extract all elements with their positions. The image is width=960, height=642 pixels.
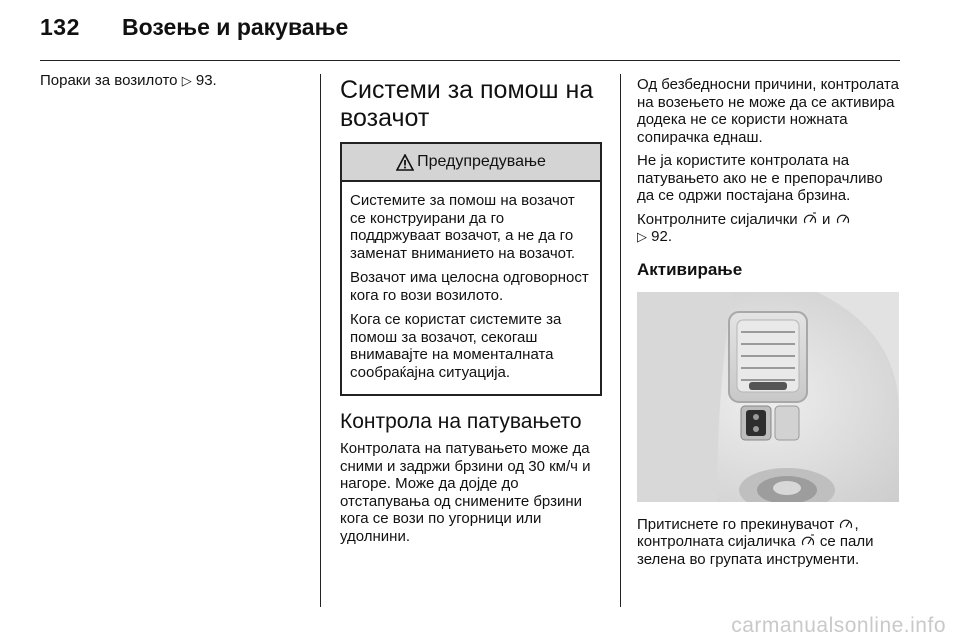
warning-title: Предупредување [417, 153, 546, 171]
warning-body [342, 182, 600, 394]
chapter-title: Возење и ракување [122, 14, 349, 40]
warning-paragraph: Кога се користат системите за помош за возачот, секогаш внимавајте на моменталната сообраќајна ситуација. [350, 311, 562, 381]
messages-reference [40, 72, 312, 90]
column-divider-2 [620, 74, 621, 607]
column-3 [637, 76, 901, 574]
indicator-page-ref: 92. [651, 228, 673, 245]
cruise-control-switch-photo [637, 292, 899, 502]
cross-reference-arrow-icon: ▷ [181, 73, 192, 88]
header-divider [40, 60, 900, 61]
cruise-control-icon [803, 212, 817, 226]
column-divider-1 [320, 74, 321, 607]
column-1 [40, 72, 312, 96]
safety-paragraph: Од безбедносни причини, контролата на возењето не може да се активира додека не се користи ножната сопирачка еднаш. [637, 76, 899, 146]
activation-paragraph [637, 516, 901, 569]
page-number: 132 [40, 14, 80, 40]
watermark: carmanualsonline.info [731, 614, 946, 637]
cruise-control-icon [801, 534, 815, 548]
warning-box [340, 142, 602, 396]
indicator-text: Контролните сијалички [637, 210, 798, 228]
messages-reference-text: Пораки за возилото [40, 72, 178, 89]
warning-triangle-icon [396, 154, 414, 171]
warning-header [342, 144, 600, 182]
column-2 [340, 76, 604, 551]
activation-text-rest: , контролната сијаличка [637, 515, 859, 550]
warning-paragraph: Системите за помош на возачот се конструирани да го поддржуваат возачот, а не да го заменат вниманието на возачот. [350, 192, 576, 262]
indicator-and: и [822, 210, 831, 228]
usage-paragraph: Не ја користите контролата на патувањето ако не е препорачливо да се одржи постајана брзина. [637, 152, 883, 204]
warning-paragraph: Возачот има целосна одговорност кога го вози возилото. [350, 269, 589, 304]
activation-heading: Активирање [637, 259, 743, 279]
activation-text: Притиснете го прекинувачот [637, 515, 835, 533]
indicator-paragraph [637, 211, 901, 246]
page-header [40, 14, 900, 54]
speed-limiter-icon [836, 212, 850, 226]
cruise-control-description: Контролата на патувањето може да сними и задржи брзини од 30 км/ч и нагоре. Може да дојде до отстапувања од снимените брзини кога се вози по угорници или удолнини. [340, 440, 591, 545]
activation-text-end: се пали зелена во групата инструменти. [637, 533, 874, 568]
subsection-title: Контрола на патувањето [340, 410, 582, 433]
messages-reference-page: 93. [195, 72, 217, 89]
section-title: Системи за помош на возачот [340, 76, 594, 132]
speed-limiter-icon [839, 517, 853, 531]
cross-reference-arrow-icon: ▷ [637, 229, 647, 244]
